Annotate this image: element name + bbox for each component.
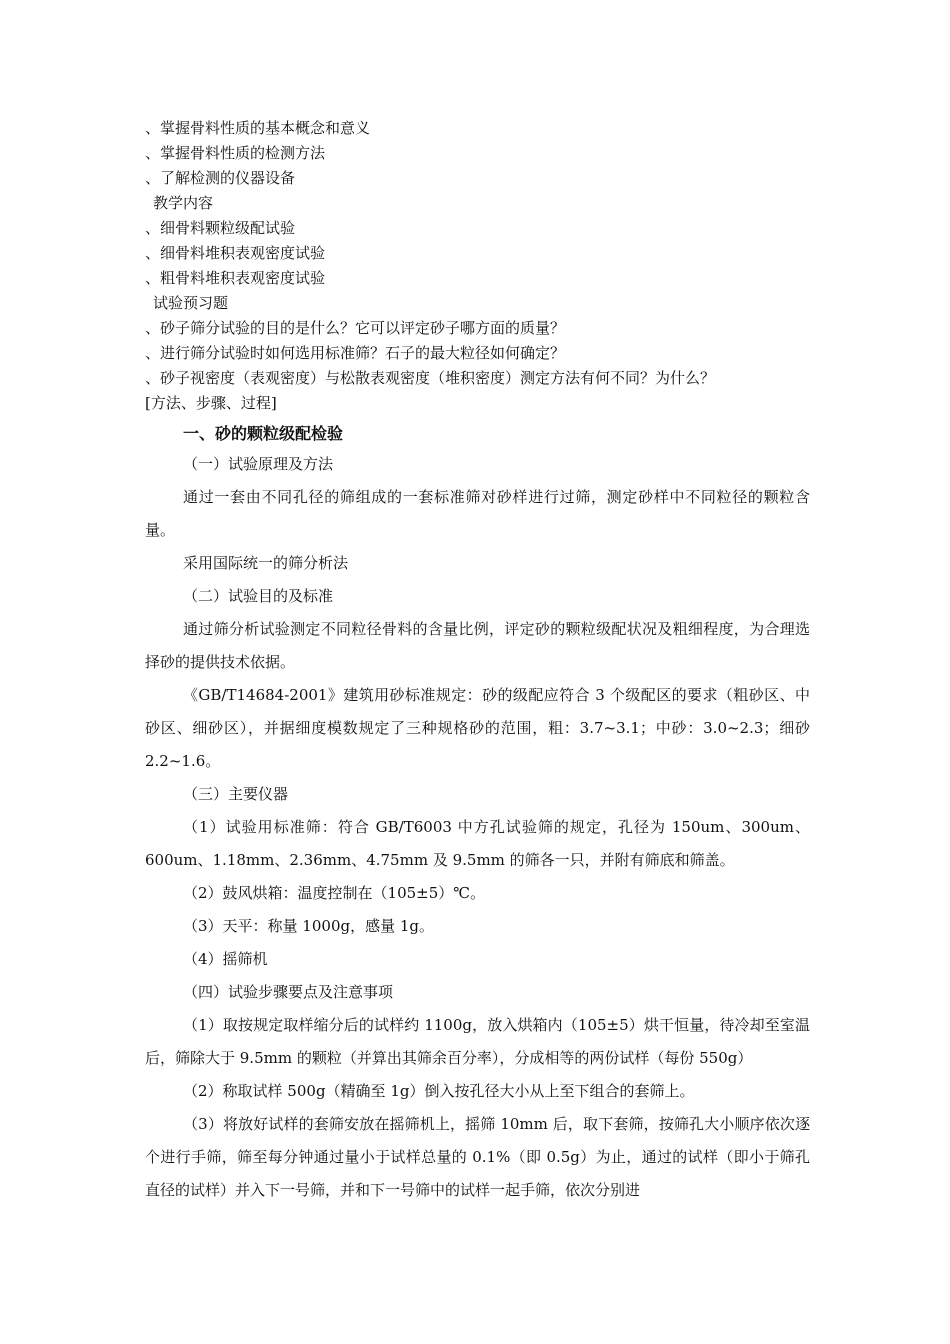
instrument-item: （2）鼓风烘箱：温度控制在（105±5）℃。 bbox=[183, 884, 486, 902]
objective-item: 、掌握骨料性质的检测方法 bbox=[145, 144, 326, 162]
paragraph: 通过筛分析试验测定不同粒径骨料的含量比例，评定砂的颗粒级配状况及粗细程度，为合理选择砂的提供技术依据。 bbox=[145, 620, 810, 671]
section-title: 一、砂的颗粒级配检验 bbox=[183, 424, 344, 443]
objective-item: 、了解检测的仪器设备 bbox=[145, 169, 296, 187]
subsection-heading: （四）试验步骤要点及注意事项 bbox=[183, 983, 394, 1001]
subsection-heading: （一）试验原理及方法 bbox=[183, 455, 334, 473]
question-item: 、砂子筛分试验的目的是什么？它可以评定砂子哪方面的质量？ bbox=[145, 319, 566, 337]
subsection-heading: （三）主要仪器 bbox=[183, 785, 289, 803]
instrument-item: （3）天平：称量 1000g，感量 1g。 bbox=[183, 917, 435, 935]
content-heading: 教学内容 bbox=[153, 194, 214, 212]
step-item: （2）称取试样 500g（精确至 1g）倒入按孔径大小从上至下组合的套筛上。 bbox=[183, 1082, 695, 1100]
instrument-item: （4）摇筛机 bbox=[183, 950, 268, 968]
paragraph: 《GB/T14684-2001》建筑用砂标准规定：砂的级配应符合 3 个级配区的要求（粗砂区、中砂区、细砂区），并据细度模数规定了三种规格砂的范围，粗：3.7~3.1；中砂：3.0~2.3；细砂 2.2~1.6。 bbox=[145, 686, 810, 770]
content-item: 、细骨料堆积表观密度试验 bbox=[145, 244, 326, 262]
question-item: 、进行筛分试验时如何选用标准筛？石子的最大粒径如何确定？ bbox=[145, 344, 566, 362]
subsection-heading: （二）试验目的及标准 bbox=[183, 587, 334, 605]
content-item: 、粗骨料堆积表观密度试验 bbox=[145, 269, 326, 287]
instrument-item: （1）试验用标准筛：符合 GB/T6003 中方孔试验筛的规定，孔径为 150um、300um、600um、1.18mm、2.36mm、4.75mm 及 9.5mm 的筛各一只，并附有筛底和筛盖。 bbox=[145, 818, 810, 869]
paragraph: 通过一套由不同孔径的筛组成的一套标准筛对砂样进行过筛，测定砂样中不同粒径的颗粒含量。 bbox=[145, 488, 810, 539]
preview-heading: 试验预习题 bbox=[153, 294, 229, 312]
document-content bbox=[145, 116, 810, 1207]
objective-item: 、掌握骨料性质的基本概念和意义 bbox=[145, 119, 371, 137]
paragraph: 采用国际统一的筛分析法 bbox=[183, 554, 349, 572]
step-item: （3）将放好试样的套筛安放在摇筛机上，摇筛 10mm 后，取下套筛，按筛孔大小顺序依次逐个进行手筛，筛至每分钟通过量小于试样总量的 0.1%（即 0.5g）为止，通过的试样（即小于筛孔直径的试样）并入下一号筛，并和下一号筛中的试样一起手筛，依次分别进 bbox=[145, 1115, 810, 1199]
step-item: （1）取按规定取样缩分后的试样约 1100g，放入烘箱内（105±5）烘干恒量，待冷却至室温后，筛除大于 9.5mm 的颗粒（并算出其筛余百分率），分成相等的两份试样（每份 550g） bbox=[145, 1016, 810, 1067]
content-item: 、细骨料颗粒级配试验 bbox=[145, 219, 296, 237]
methods-label: [方法、步骤、过程] bbox=[145, 394, 277, 412]
question-item: 、砂子视密度（表观密度）与松散表观密度（堆积密度）测定方法有何不同？为什么？ bbox=[145, 369, 716, 387]
